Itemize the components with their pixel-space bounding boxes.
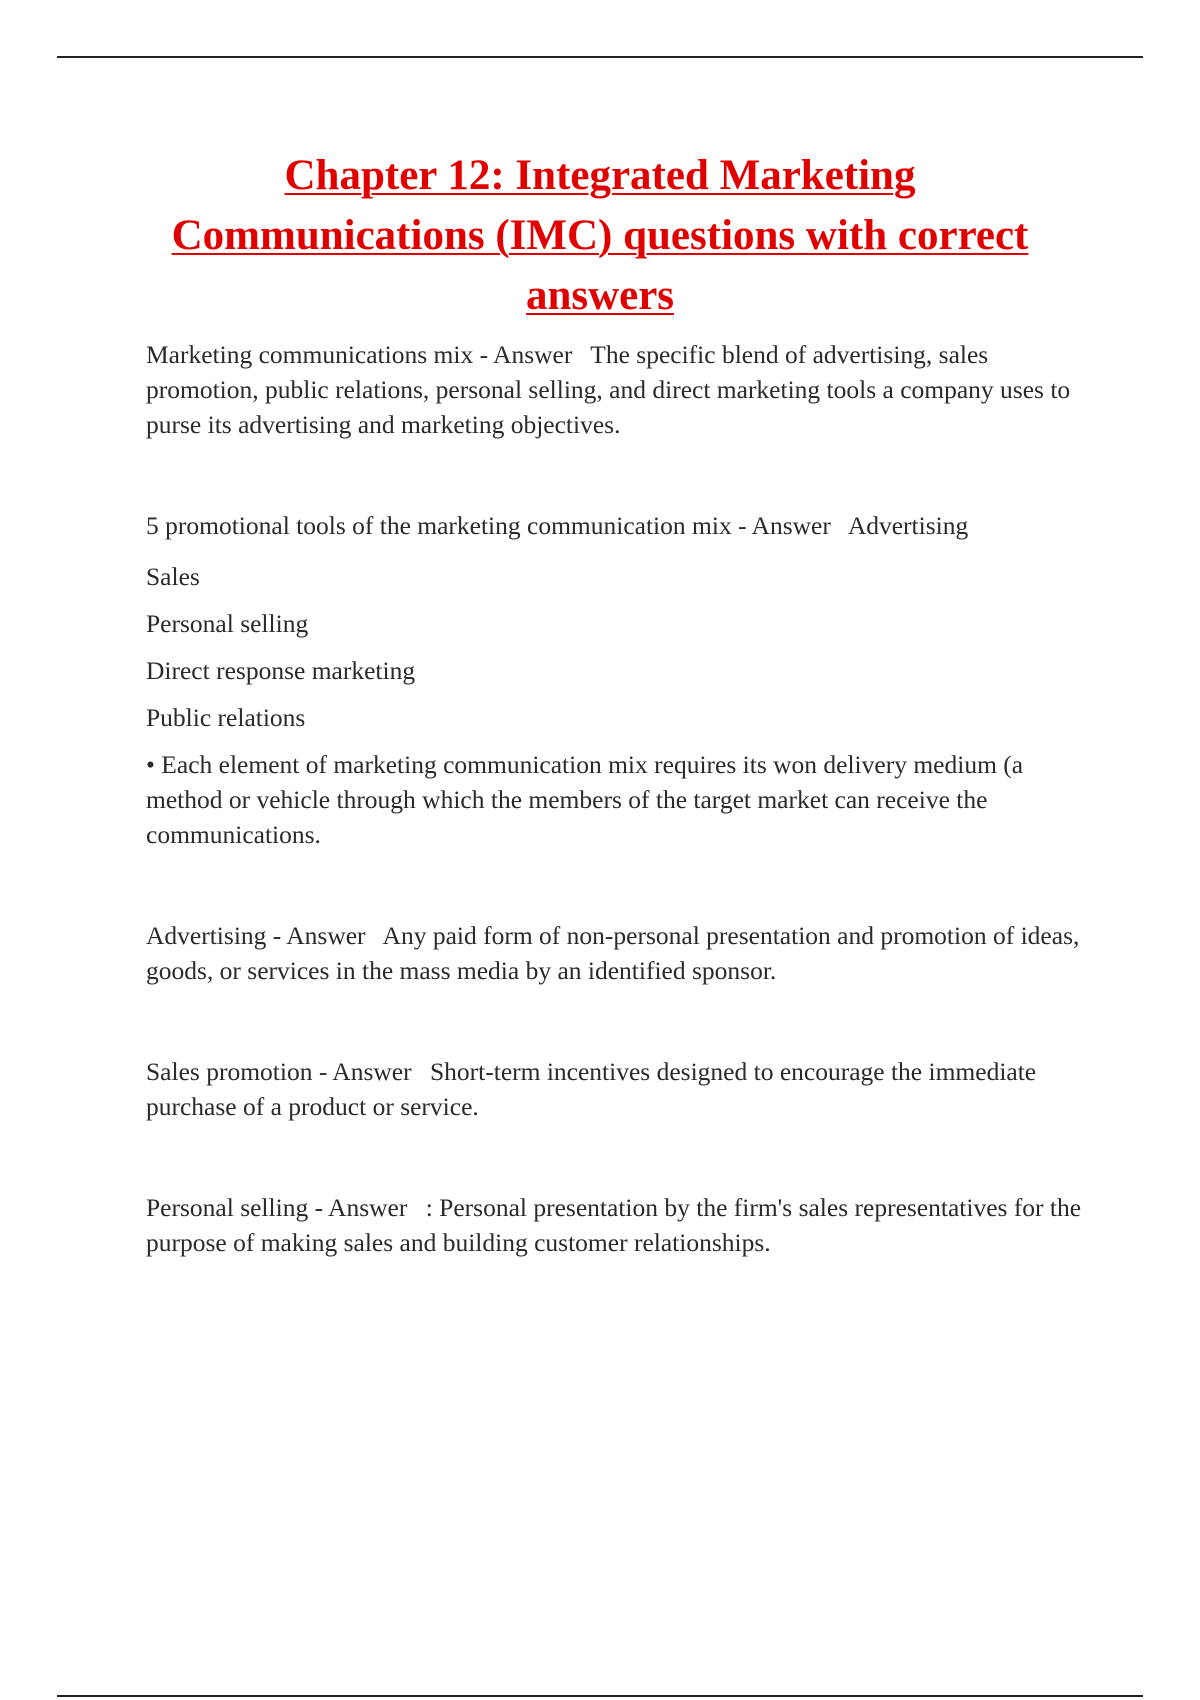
list-item: Personal selling [146, 609, 309, 638]
entry-answer: The specific blend of advertising, sales promotion, public relations, personal selling, and direct marketing tools a company uses to purse its advertising and marketing objectives. [146, 340, 1071, 439]
document-body [146, 337, 1096, 1260]
entry-term: Personal selling - Answer [146, 1193, 408, 1222]
entry-term: Sales promotion - Answer [146, 1057, 412, 1086]
entry-answer: Short-term incentives designed to encourage the immediate purchase of a product or service. [146, 1057, 1037, 1121]
entry-sales-promotion [146, 1054, 1096, 1124]
entry-term: Advertising - Answer [146, 921, 366, 950]
entry-note: • Each element of marketing communication mix requires its won delivery medium (a method or vehicle through which the members of the target market can receive the communications. [146, 750, 1024, 849]
entry-advertising [146, 918, 1096, 988]
entry-personal-selling [146, 1190, 1096, 1260]
document-title: Chapter 12: Integrated Marketing Communications (IMC) questions with correct answers [171, 152, 1029, 319]
entry-term: 5 promotional tools of the marketing communication mix - Answer [146, 511, 831, 540]
entry-term: Marketing communications mix - Answer [146, 340, 573, 369]
entry-marketing-communications-mix [146, 337, 1096, 442]
top-rule [57, 56, 1143, 58]
entry-answer: Advertising [847, 511, 969, 540]
entry-answer: : Personal presentation by the firm's sales representatives for the purpose of making sales and building customer relationships. [146, 1193, 1082, 1257]
entry-promotional-tools [146, 508, 1096, 543]
list-item: Direct response marketing [146, 656, 416, 685]
entry-answer: Any paid form of non-personal presentation and promotion of ideas, goods, or services in the mass media by an identified sponsor. [146, 921, 1080, 985]
list-item: Sales [146, 562, 200, 591]
list-item: Public relations [146, 703, 306, 732]
bottom-rule [57, 1695, 1143, 1697]
